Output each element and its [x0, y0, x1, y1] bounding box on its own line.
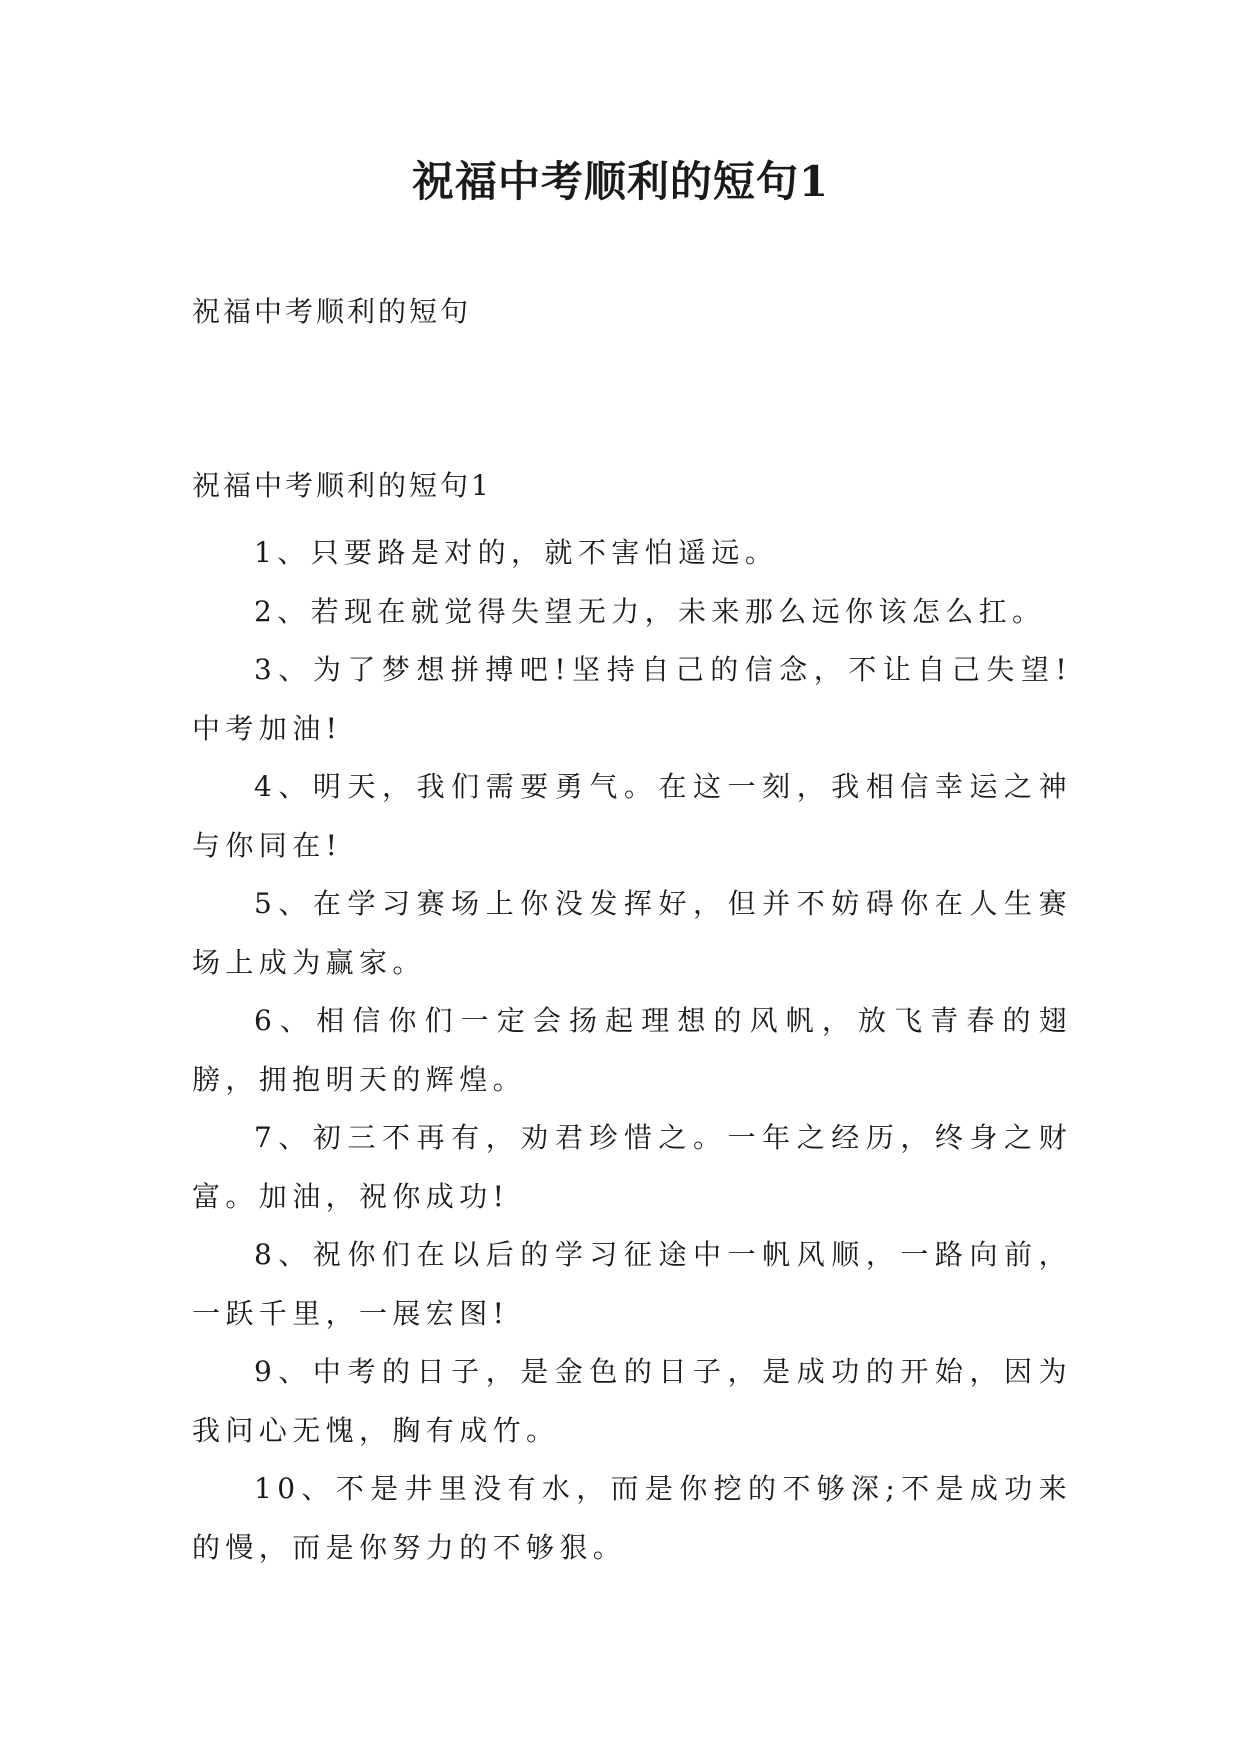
list-item: 7、初三不再有，劝君珍惜之。一年之经历，终身之财富。加油，祝你成功!	[192, 1121, 1072, 1213]
document-title: 祝福中考顺利的短句1	[411, 157, 830, 206]
document-subtitle: 祝福中考顺利的短句	[192, 295, 472, 328]
wishes-section	[192, 466, 1072, 1577]
list-item: 2、若现在就觉得失望无力，未来那么远你该怎么扛。	[254, 594, 1046, 628]
list-item: 5、在学习赛场上你没发挥好，但并不妨碍你在人生赛场上成为赢家。	[192, 887, 1072, 979]
list-item: 9、中考的日子，是金色的日子，是成功的开始，因为我问心无愧，胸有成竹。	[192, 1355, 1072, 1447]
list-item: 1、只要路是对的，就不害怕遥远。	[254, 536, 779, 569]
section-heading: 祝福中考顺利的短句1	[192, 469, 492, 502]
list-item: 3、为了梦想拼搏吧!坚持自己的信念，不让自己失望!中考加油!	[192, 653, 1072, 745]
list-item: 4、明天，我们需要勇气。在这一刻，我相信幸运之神与你同在!	[192, 770, 1072, 862]
list-item: 10、不是井里没有水，而是你挖的不够深;不是成功来的慢，而是你努力的不够狠。	[192, 1472, 1072, 1564]
list-item: 8、祝你们在以后的学习征途中一帆风顺，一路向前，一跃千里，一展宏图!	[192, 1238, 1072, 1330]
list-item: 6、相信你们一定会扬起理想的风帆，放飞青春的翅膀，拥抱明天的辉煌。	[192, 1004, 1072, 1096]
